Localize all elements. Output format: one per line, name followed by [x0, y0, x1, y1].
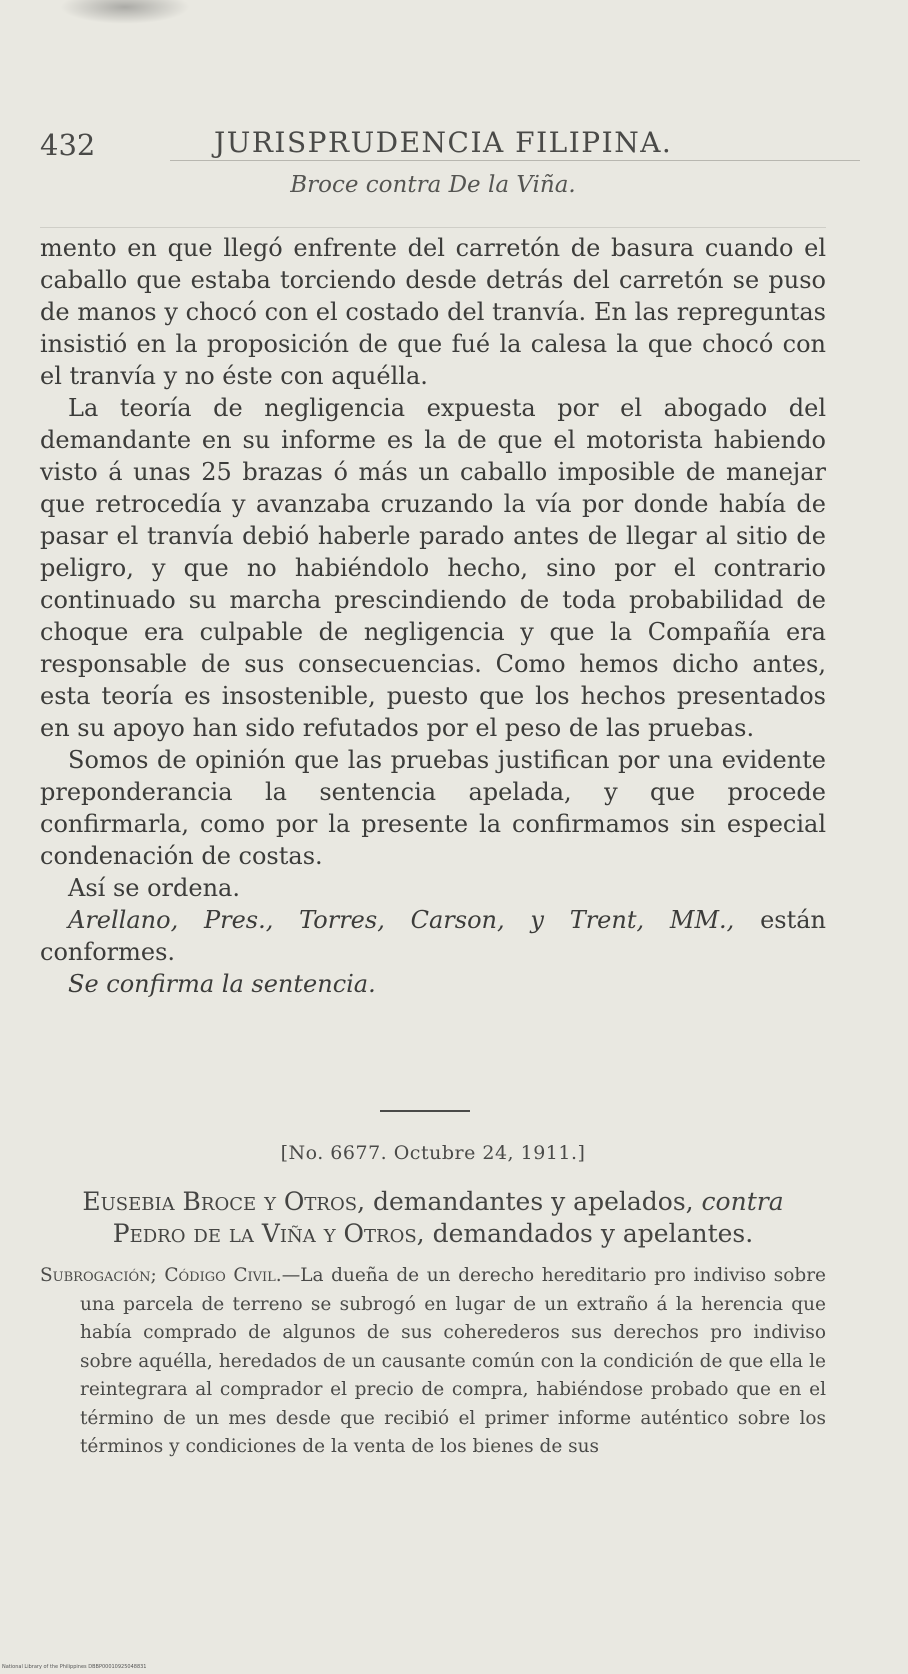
- syllabus: [40, 1262, 826, 1462]
- case-short-title: Broce contra De la Viña.: [290, 172, 576, 198]
- plaintiffs-name: Eusebia Broce y Otros: [82, 1187, 358, 1216]
- concurrence: [40, 904, 826, 968]
- disposition: Se confirma la sentencia.: [68, 970, 376, 998]
- defendants-name: Pedro de la Viña y Otros: [112, 1219, 417, 1248]
- concurrence-text: están conformes.: [40, 906, 826, 966]
- scan-source-footer: National Library of the Philippines DBBP00010925048831: [2, 1664, 147, 1670]
- syllabus-text: —La dueña de un derecho hereditario pro indiviso sobre una parcela de terreno se subrogó en lugar de un extraño á la herencia que había comprado de algunos de sus coherederos sus derechos pro indiviso sobre aquélla, heredados de un causante común con la condición de que ella le reintegrara al comprador el precio de compra, habiéndose probado que en el término de un mes desde que recibió el primer informe auténtico sobre los términos y condiciones de la venta de los bienes de sus: [80, 1265, 826, 1457]
- paragraph-2: La teoría de negligencia expuesta por el abogado del demandante en su informe es la de que el motorista habiendo visto á unas 25 brazas ó más un caballo imposible de manejar que retrocedía y avanzaba cruzando la vía por donde había de pasar el tranvía debió haberle parado antes de llegar al sitio de peligro, y que no habiéndolo hecho, sino por el contrario continuado su marcha prescindiendo de toda probabilidad de choque era culpable de negligencia y que la Compañía era responsable de sus consecuencias. Como hemos dicho antes, esta teoría es insostenible, puesto que los hechos presentados en su apoyo han sido refutados por el peso de las pruebas.: [40, 394, 826, 742]
- contra-word: contra: [701, 1187, 784, 1216]
- running-title: JURISPRUDENCIA FILIPINA.: [214, 126, 673, 159]
- defendants-role: , demandados y apelantes.: [416, 1219, 754, 1248]
- concurring-justices: Arellano, Pres., Torres, Carson, y Trent, MM.,: [68, 906, 735, 934]
- page-number: 432: [40, 128, 96, 162]
- case-number-date: [No. 6677. Octubre 24, 1911.]: [280, 1142, 586, 1164]
- section-separator: [380, 1110, 470, 1112]
- header-rule: [170, 160, 860, 161]
- paragraph-3: Somos de opinión que las pruebas justifican por una evidente preponderancia la sentencia apelada, y que procede confirmarla, como por la presente la confirmamos sin especial condenación de costas.: [40, 746, 826, 870]
- case-parties: [40, 1186, 826, 1250]
- paragraph-1: mento en que llegó enfrente del carretón de basura cuando el caballo que estaba torciendo desde detrás del carretón se puso de manos y chocó con el costado del tranvía. En las repreguntas insistió en la proposición de que fué la calesa la que chocó con el tranvía y no éste con aquélla.: [40, 234, 826, 390]
- syllabus-heading: Subrogación; Código Civil.: [40, 1265, 282, 1286]
- plaintiffs-role: , demandantes y apelados,: [357, 1187, 702, 1216]
- subheader-rule: [40, 227, 826, 228]
- order-line: Así se ordena.: [68, 874, 240, 902]
- opinion-text: [40, 232, 826, 1000]
- page-smudge: [60, 0, 190, 24]
